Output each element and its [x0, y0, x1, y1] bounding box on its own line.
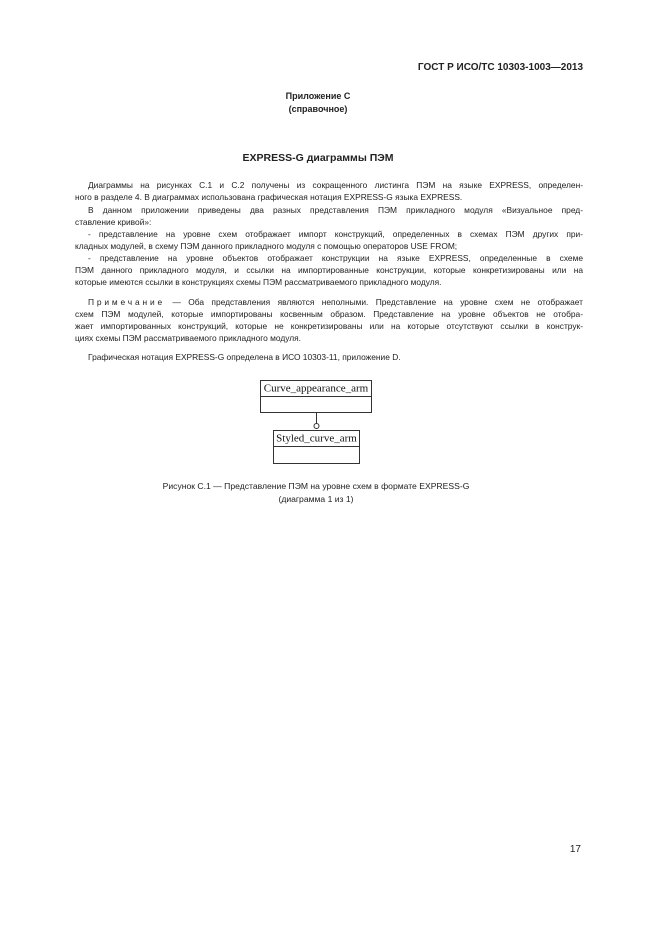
figure-caption: Рисунок С.1 — Представление ПЭМ на уровне схем в формате EXPRESS-G	[162, 481, 470, 491]
entity-name-curve-appearance-arm: Curve_appearance_arm	[263, 382, 369, 395]
schema-reference-connector	[314, 413, 319, 429]
entity-level-line-1: - представление на уровне объектов отображает конструкции на языке EXPRESS, определенные в схеме	[88, 253, 583, 263]
page-number: 17	[569, 844, 581, 855]
note-line-3: жает импортированных конструкций, которые не конкретизированы или на которые отсутствуют ссылки в конструк-	[75, 321, 583, 331]
note-line-4: циях схемы ПЭМ рассматриваемого прикладного модуля.	[75, 333, 302, 343]
entity-box-curve-appearance-arm	[261, 381, 372, 413]
express-g-diagram	[250, 375, 380, 470]
section-title: EXPRESS-G диаграммы ПЭМ	[242, 152, 394, 164]
note-line-2: схем ПЭМ модулей, которые импортированы косвенным образом. Представление на уровне объектов не отобра-	[75, 309, 583, 319]
entity-level-line-2: ПЭМ данного прикладного модуля, и ссылки на импортированные конструкции, которые конкретизированы или на	[75, 265, 583, 275]
schema-level-line-2: кладных модулей, в схему ПЭМ данного прикладного модуля с помощью операторов USE FROM;	[75, 241, 458, 251]
notation-reference: Графическая нотация EXPRESS-G определена в ИСО 10303-11, приложение D.	[88, 352, 401, 362]
note-label: Примечание	[88, 297, 166, 307]
intro-line-2: ного в разделе 4. В диаграммах использована графическая нотация EXPRESS-G языка EXPRESS.	[75, 192, 463, 202]
entity-level-line-3: которые имеются ссылки в конструкциях схемы ПЭМ рассматриваемого прикладного модуля.	[75, 277, 442, 287]
note-text: — Оба представления являются неполными. Представление на уровне схем не отображает	[172, 297, 584, 307]
entity-box-styled-curve-arm	[274, 431, 360, 464]
intro-line-1: Диаграммы на рисунках С.1 и С.2 получены из сокращенного листинга ПЭМ на языке EXPRESS, определен-	[88, 180, 583, 190]
connector-circle-icon	[314, 424, 319, 429]
annex-title: Приложение С	[285, 91, 351, 101]
representations-line-1: В данном приложении приведены два разных представления ПЭМ прикладного модуля «Визуальное пред-	[88, 205, 583, 215]
annex-type: (справочное)	[288, 104, 348, 114]
representations-line-2: ставление кривой»:	[75, 217, 152, 227]
schema-level-line-1: - представление на уровне схем отображает импорт конструкций, определенных в схемах ПЭМ других при-	[88, 229, 583, 239]
note-line-1	[88, 296, 583, 308]
entity-name-styled-curve-arm: Styled_curve_arm	[276, 432, 357, 445]
standard-code: ГОСТ Р ИСО/ТС 10303-1003—2013	[417, 62, 583, 73]
figure-subcaption: (диаграмма 1 из 1)	[278, 494, 354, 504]
